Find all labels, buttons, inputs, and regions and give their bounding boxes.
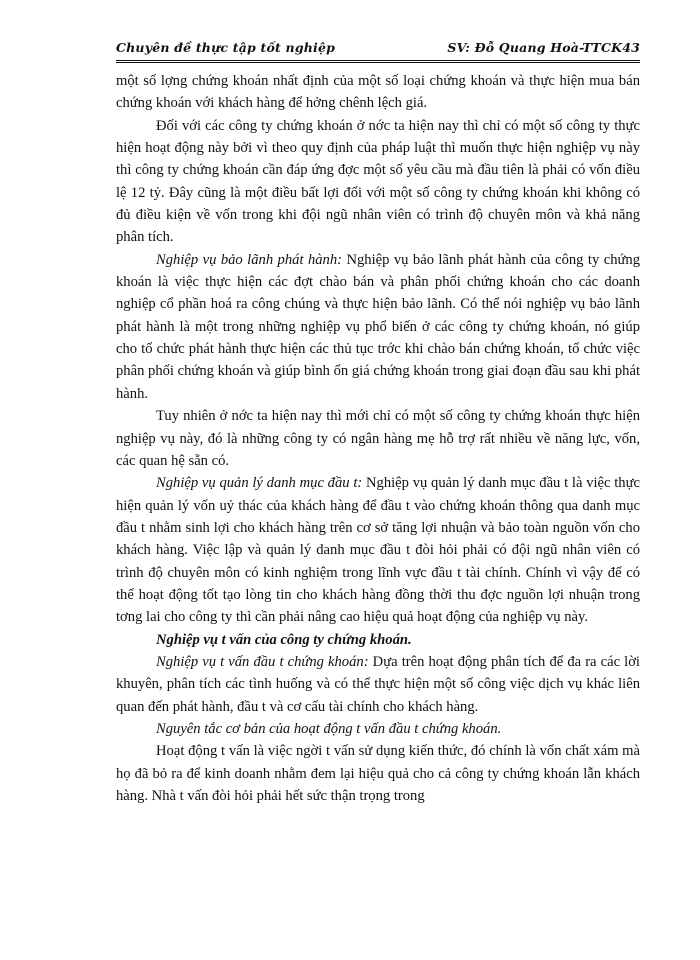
paragraph-text: Tuy nhiên ở nớc ta hiện nay thì mới chỉ có một số công ty chứng khoán thực hiện nghiệp vụ này, đó là những công ty có ngân hàng mẹ hỗ trợ rất nhiều về năng lực, vốn, các quan hệ sẵn có. <box>116 408 640 469</box>
header-document-title: Chuyên đề thực tập tốt nghiệp <box>116 40 336 55</box>
paragraph-text: Nghiệp vụ bảo lãnh phát hành của công ty chứng khoán là việc thực hiện các đợt chào bán và phân phối chứng khoán cho các doanh nghiệp cổ phần hoá ra công chúng và thực hiện bảo lãnh. Có thể nói nghiệp vụ bảo lãnh phát hành là một trong những nghiệp vụ phổ biến ở các công ty chứng khoán, nó giúp cho tổ chức phát hành thực hiện các thủ tục trớc khi chào bán chứng khoán, tổ chức việc phân phối chứng khoán và giúp bình ổn giá chứng khoán trong giai đoạn đầu sau khi phát hành. <box>116 251 640 402</box>
paragraph-text: Hoạt động t vấn là việc ngời t vấn sử dụng kiến thức, đó chính là vốn chất xám mà họ đã bỏ ra để kinh doanh nhằm đem lại hiệu quả cho cả công ty chứng khoán lẫn khách hàng. Nhà t vấn đòi hỏi phải hết sức thận trọng trong <box>116 743 640 804</box>
paragraph <box>116 115 640 249</box>
paragraph-lead: Nghiệp vụ t vấn đầu t chứng khoán: <box>156 653 369 670</box>
subheading <box>116 718 640 740</box>
paragraph <box>116 405 640 472</box>
page-header <box>116 38 640 63</box>
paragraph-text: Dựa trên hoạt động phân tích để đa ra các lời khuyên, phân tích các tình huống và có thể thực hiện một số công việc dịch vụ khác liên quan đến phát hành, đầu t và cơ cấu tài chính cho khách hàng. <box>116 653 640 715</box>
paragraph <box>116 472 640 628</box>
paragraph-text: Đối với các công ty chứng khoán ở nớc ta hiện nay thì chỉ có một số công ty thực hiện hoạt động này bởi vì theo quy định của pháp luật thì muốn thực hiện nghiệp vụ này thì công ty chứng khoán cần đáp ứng đợc một số yêu cầu mà đầu tiên là phải có vốn điều lệ 12 tỷ. Đây cũng là một điều bất lợi đối với một số công ty chứng khoán khi không có đủ điều kiện về vốn trong khi đội ngũ nhân viên có trình độ chuyên môn và khả năng phân tích. <box>116 117 640 246</box>
paragraph-continuation <box>116 70 640 115</box>
subheading-text: Nguyên tắc cơ bản của hoạt động t vấn đầu t chứng khoán. <box>156 720 502 737</box>
paragraph-lead: Nghiệp vụ bảo lãnh phát hành: <box>156 251 343 268</box>
section-heading-text: Nghiệp vụ t vấn của công ty chứng khoán. <box>156 631 412 648</box>
paragraph-text: một số lợng chứng khoán nhất định của một số loại chứng khoán và thực hiện mua bán chứng khoán với khách hàng để hởng chênh lệch giá. <box>116 73 640 112</box>
header-author: SV: Đỗ Quang Hoà-TTCK43 <box>447 40 640 55</box>
paragraph <box>116 651 640 718</box>
document-body <box>116 70 640 807</box>
paragraph <box>116 740 640 807</box>
paragraph-lead: Nghiệp vụ quản lý danh mục đầu t: <box>156 475 363 492</box>
paragraph <box>116 249 640 405</box>
paragraph-text: Nghiệp vụ quản lý danh mục đầu t là việc thực hiện quản lý vốn uỷ thác của khách hàng để đầu t vào chứng khoán thông qua danh mục đầu t nhằm sinh lợi cho khách hàng trên cơ sở tăng lợi nhuận và bảo toàn nguồn vốn cho khách hàng. Việc lập và quản lý danh mục đầu t đòi hỏi phải có đội ngũ nhân viên có trình độ chuyên môn có kinh nghiệm trong lĩnh vực đầu t tài chính. Chính vì vậy để có thể hoạt động tốt tạo lòng tin cho khách hàng đồng thời thu đợc nguồn lợi nhuận trong tơng lai cho công ty thì cần phải nâng cao hiệu quả hoạt động của nghiệp vụ này. <box>116 475 640 626</box>
section-heading <box>116 629 640 651</box>
